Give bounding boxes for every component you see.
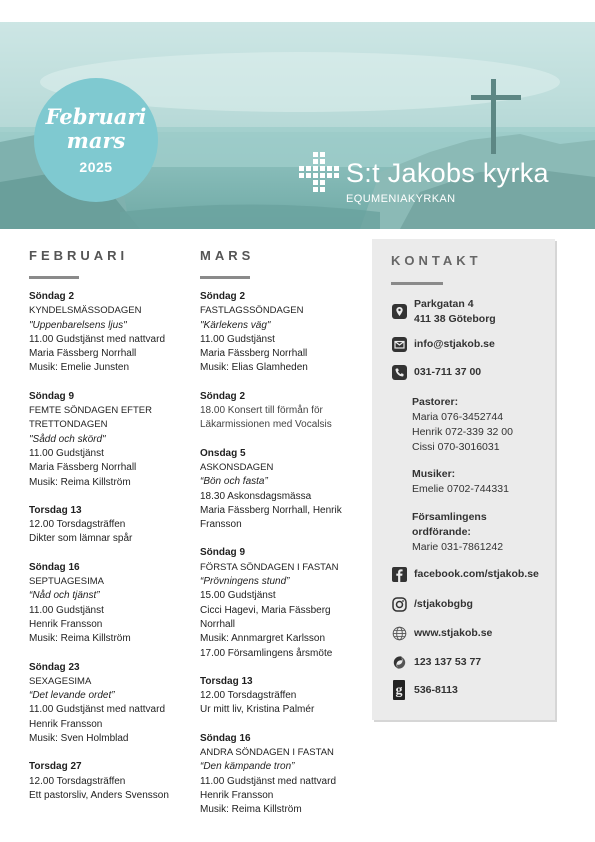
email-text: info@stjakob.se — [414, 338, 495, 350]
event-detail: 15.00 Gudstjänst — [200, 590, 276, 602]
facebook-icon — [392, 567, 407, 582]
event-item — [29, 504, 201, 547]
event-item — [29, 390, 201, 490]
address-line-1: Parkgatan 4 — [414, 298, 474, 310]
event-detail: Cicci Hagevi, Maria Fässberg Norrhall — [200, 604, 331, 630]
event-detail: Maria Fässberg Norrhall — [29, 348, 137, 360]
event-detail: Musik: Reima Killström — [29, 633, 131, 645]
instagram-icon — [392, 597, 407, 612]
event-date: Söndag 2 — [200, 291, 246, 302]
march-column — [200, 248, 370, 832]
event-theme: "Kärlekens väg" — [200, 319, 271, 331]
musician-contact: Emelie 0702-744331 — [412, 483, 509, 495]
event-detail: 12.00 Torsdagsträffen — [29, 775, 126, 787]
pastor-contact: Cissi 070-3016031 — [412, 441, 500, 453]
event-item — [29, 561, 201, 647]
event-date: Söndag 16 — [29, 561, 80, 573]
address-line-2: 411 38 Göteborg — [414, 313, 496, 325]
event-theme: "Uppenbarelsens ljus" — [29, 319, 127, 331]
event-date: Söndag 16 — [200, 732, 251, 744]
event-detail: Musik: Reima Killström — [200, 804, 302, 816]
contact-heading: KONTAKT — [391, 253, 482, 268]
event-detail: Musik: Emelie Junsten — [29, 362, 130, 374]
bankgiro-number — [392, 683, 458, 700]
chair-block — [412, 510, 503, 555]
denomination: EQUMENIAKYRKAN — [346, 193, 456, 205]
instagram-text: /stjakobgbg — [414, 598, 473, 610]
facebook-text: facebook.com/stjakob.se — [414, 568, 539, 580]
event-detail: 11.00 Gudstjänst — [29, 604, 104, 616]
event-detail: Ur mitt liv, Kristina Palmér — [200, 704, 315, 716]
event-date: Söndag 23 — [29, 661, 80, 673]
phone-link[interactable] — [392, 365, 481, 380]
pastor-contact: Maria 076-3452744 — [412, 411, 504, 423]
date-badge — [34, 78, 158, 202]
february-column — [29, 248, 201, 817]
event-detail: 12.00 Torsdagsträffen — [29, 519, 126, 531]
month-line-2: mars — [66, 128, 126, 153]
event-name: SEPTUAGESIMA — [29, 576, 104, 588]
swish-text: 123 137 53 77 — [414, 656, 482, 668]
pastors-heading: Pastorer: — [412, 396, 459, 408]
event-detail: 18.30 Askonsdagsmässa — [200, 490, 312, 502]
event-detail: 17.00 Församlingens årsmöte — [200, 647, 333, 659]
event-detail: Maria Fässberg Norrhall — [200, 348, 308, 360]
event-name: ANDRA SÖNDAGEN I FASTAN — [200, 747, 334, 759]
website-text: www.stjakob.se — [414, 627, 493, 639]
event-theme: “Den kämpande tron” — [200, 761, 295, 773]
february-heading: FEBRUARI — [29, 248, 129, 263]
church-name: S:t Jakobs kyrka — [346, 158, 549, 188]
event-name: SEXAGESIMA — [29, 675, 92, 687]
event-theme: “Bön och fasta” — [200, 476, 268, 488]
event-detail: 11.00 Gudstjänst med nattvard — [29, 704, 166, 716]
heading-divider — [391, 282, 443, 285]
event-name: FÖRSTA SÖNDAGEN I FASTAN — [200, 561, 339, 573]
swish-number — [392, 655, 481, 670]
event-date: Söndag 2 — [200, 390, 246, 402]
event-name: KYNDELSMÄSSODAGEN — [29, 305, 142, 317]
event-detail: 11.00 Gudstjänst — [29, 447, 104, 459]
heading-divider — [200, 276, 250, 279]
event-item — [200, 732, 370, 818]
event-theme: “Prövningens stund” — [200, 576, 290, 588]
location-icon — [392, 304, 407, 319]
event-detail: Henrik Fransson — [200, 789, 274, 801]
march-heading: MARS — [200, 248, 255, 263]
event-item — [200, 675, 370, 718]
chair-contact: Marie 031-7861242 — [412, 541, 504, 553]
event-detail: Dikter som lämnar spår — [29, 533, 133, 545]
event-detail: Henrik Fransson — [29, 618, 103, 630]
header-banner — [0, 22, 595, 229]
email-icon — [392, 337, 407, 352]
cross-silhouette — [491, 79, 496, 154]
website-link[interactable] — [392, 626, 492, 641]
pastors-block — [412, 395, 513, 455]
bankgiro-icon — [392, 680, 407, 700]
event-detail: Musik: Annmargret Karlsson — [200, 633, 326, 645]
contact-panel — [372, 239, 555, 720]
event-detail: 18.00 Konsert till förmån för Läkarmissionen med Vocalsis — [200, 405, 332, 431]
month-line-1: Februari — [45, 104, 147, 129]
svg-text:g: g — [395, 683, 403, 698]
globe-icon — [392, 626, 407, 641]
musician-block — [412, 467, 509, 497]
event-item — [200, 447, 370, 533]
church-cross-logo-icon — [296, 152, 342, 198]
event-detail: 11.00 Gudstjänst med nattvard — [29, 333, 166, 345]
event-theme: “Nåd och tjänst” — [29, 590, 100, 602]
pastor-contact: Henrik 072-339 32 00 — [412, 426, 513, 438]
event-item — [200, 390, 370, 433]
event-name: FASTLAGSSÖNDAGEN — [200, 305, 304, 317]
instagram-link[interactable] — [392, 597, 473, 612]
event-detail: Musik: Reima Killström — [29, 476, 131, 488]
event-detail: Ett pastorsliv, Anders Svensson — [29, 789, 169, 801]
phone-text: 031-711 37 00 — [414, 366, 482, 378]
event-date: Söndag 9 — [200, 547, 246, 559]
facebook-link[interactable] — [392, 567, 539, 582]
email-link[interactable] — [392, 337, 495, 352]
event-date: Torsdag 13 — [29, 504, 82, 516]
event-detail: 12.00 Torsdagsträffen — [200, 690, 297, 702]
event-date: Torsdag 27 — [29, 761, 82, 773]
musician-heading: Musiker: — [412, 468, 456, 480]
event-name: ASKONSDAGEN — [200, 461, 274, 473]
event-detail: Musik: Elias Glamheden — [200, 362, 308, 374]
address — [392, 297, 496, 327]
swish-icon — [392, 655, 407, 670]
event-theme: "Sådd och skörd" — [29, 433, 106, 445]
event-detail: Maria Fässberg Norrhall, Henrik Fransson — [200, 504, 342, 531]
chair-heading-2: ordförande: — [412, 526, 471, 538]
bankgiro-text: 536-8113 — [414, 684, 458, 696]
event-item — [29, 661, 201, 747]
event-date: Onsdag 5 — [200, 447, 246, 459]
event-date: Söndag 2 — [29, 291, 75, 302]
event-name: FEMTE SÖNDAGEN EFTER TRETTONDAGEN — [29, 405, 152, 431]
event-date: Torsdag 13 — [200, 675, 253, 687]
event-item — [200, 290, 370, 376]
event-detail: Maria Fässberg Norrhall — [29, 462, 137, 474]
year: 2025 — [79, 159, 113, 175]
event-item — [29, 760, 201, 803]
phone-icon — [392, 365, 407, 380]
event-detail: 11.00 Gudstjänst med nattvard — [200, 775, 337, 787]
event-detail: Henrik Fransson — [29, 718, 103, 730]
event-detail: 11.00 Gudstjänst — [200, 333, 275, 345]
event-theme: “Det levande ordet” — [29, 690, 115, 702]
chair-heading-1: Församlingens — [412, 511, 487, 523]
event-detail: Musik: Sven Holmblad — [29, 733, 129, 745]
event-item — [29, 290, 201, 376]
event-item — [200, 546, 370, 660]
event-date: Söndag 9 — [29, 390, 75, 402]
heading-divider — [29, 276, 79, 279]
